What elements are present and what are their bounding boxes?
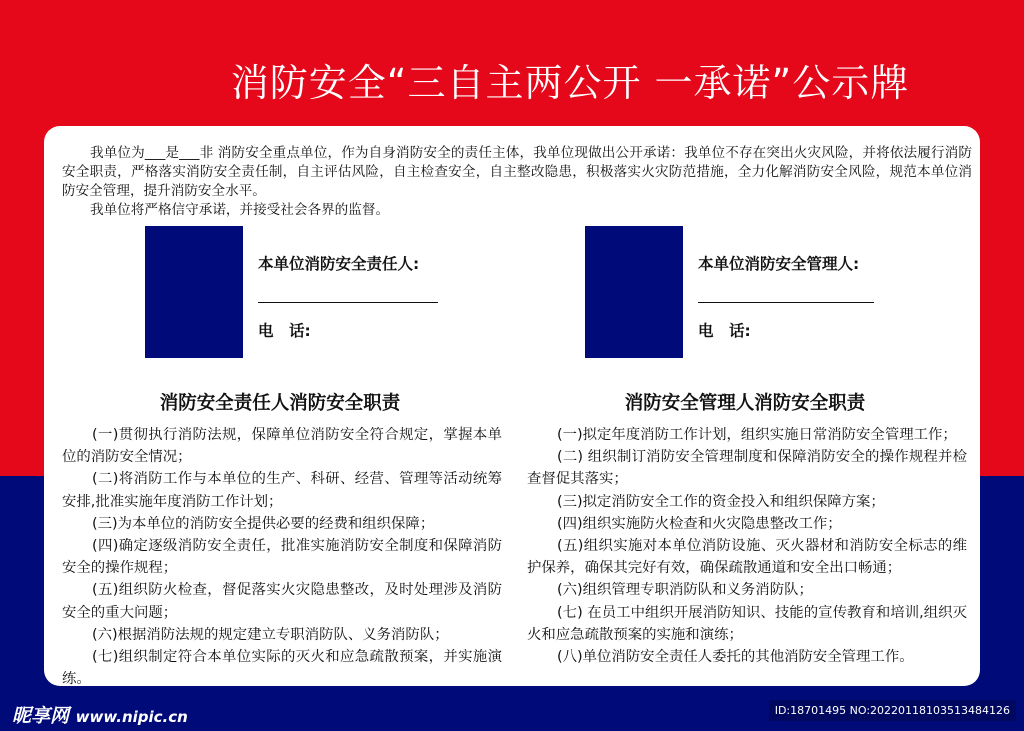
responsible-duties-list [62, 424, 502, 690]
duty-item: (二) 组织制订消防安全管理制度和保障消防安全的操作规程并检查督促其落实； [527, 449, 967, 488]
duty-item: (七)组织制定符合本单位实际的灭火和应急疏散预案，并实施演练。 [62, 649, 502, 688]
duty-item: (六)组织管理专职消防队和义务消防队； [557, 582, 813, 599]
phone-label: 电 话: [258, 322, 311, 340]
manager-duties-list [527, 424, 967, 668]
responsible-duties-heading: 消防安全责任人消防安全职责 [159, 393, 401, 414]
name-line [698, 302, 874, 303]
duty-item: (五)组织实施对本单位消防设施、灭火器材和消防安全标志的维护保养，确保其完好有效，确保疏散通道和安全出口畅通； [527, 538, 967, 577]
duty-item: (二)将消防工作与本单位的生产、科研、经营、管理等活动统筹安排,批准实施年度消防工作计划； [62, 471, 502, 510]
manager-duties-heading: 消防安全管理人消防安全职责 [624, 393, 866, 414]
duty-item: (一)拟定年度消防工作计划，组织实施日常消防安全管理工作； [557, 427, 957, 443]
commitment-text [62, 144, 972, 220]
duty-item: (四)确定逐级消防安全责任，批准实施消防安全制度和保障消防安全的操作规程； [62, 538, 502, 577]
name-line [258, 302, 438, 303]
manager-label: 本单位消防安全管理人: [698, 255, 860, 273]
duty-item: (五)组织防火检查，督促落实火灾隐患整改，及时处理涉及消防安全的重大问题； [62, 582, 502, 621]
responsible-person-label: 本单位消防安全责任人: [258, 255, 420, 273]
logo-url: www.nipic.cn [75, 708, 188, 726]
duty-item: (八)单位消防安全责任人委托的其他消防安全管理工作。 [557, 649, 914, 666]
duty-item: (七) 在员工中组织开展消防知识、技能的宣传教育和培训,组织灭火和应急疏散预案的实施和演练； [527, 604, 967, 643]
responsible-person-photo [145, 226, 243, 358]
duty-item: (六)根据消防法规的规定建立专职消防队、义务消防队； [92, 626, 449, 643]
commitment-paragraph: 我单位将严格信守承诺，并接受社会各界的监督。 [90, 202, 390, 218]
watermark-logo [12, 701, 188, 728]
poster-title: 消防安全“三自主两公开 一承诺”公示牌 [230, 61, 910, 105]
manager-photo [585, 226, 683, 358]
logo-text: 昵享网 [12, 705, 70, 727]
duty-item: (四)组织实施防火检查和火灾隐患整改工作； [557, 515, 842, 532]
duty-item: (一)贯彻执行消防法规，保障单位消防安全符合规定，掌握本单位的消防安全情况； [62, 427, 502, 466]
duty-item: (三)为本单位的消防安全提供必要的经费和组织保障； [92, 515, 435, 532]
commitment-paragraph: 我单位为___是___非 消防安全重点单位，作为自身消防安全的责任主体，我单位现做出公开承诺：我单位不存在突出火灾风险，并将依法履行消防安全职责，严格落实消防安全责任制，自主评估风险，自主检查安全，自主整改隐患，积极落实火灾防范措施，全力化解消防安全风险，规范本单位消防安全管理，提升消防安全水平。 [62, 145, 972, 199]
image-id: ID:18701495 NO:20220118103513484126 [769, 700, 1016, 721]
duty-item: (三)拟定消防安全工作的资金投入和组织保障方案； [557, 493, 885, 510]
phone-label: 电 话: [698, 322, 751, 340]
